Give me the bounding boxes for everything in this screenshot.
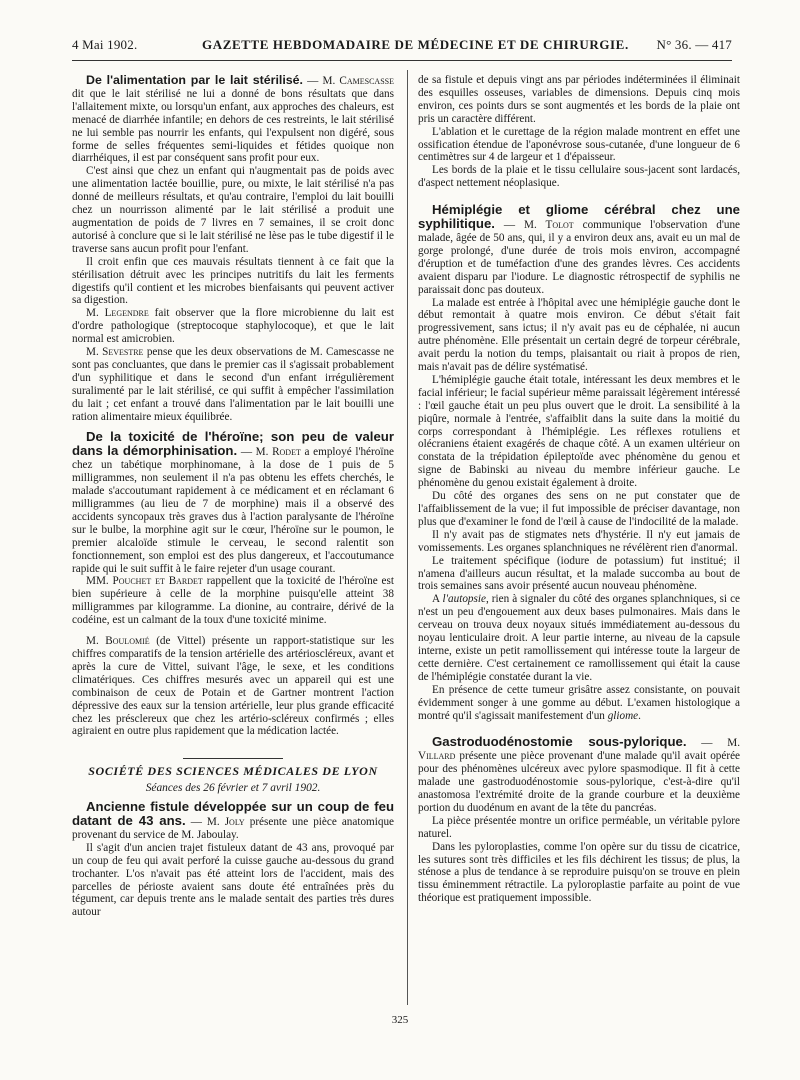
section-heading: Gastroduodénostomie sous-pylorique. [432,734,687,750]
session-date: Séances des 26 février et 7 avril 1902. [145,782,321,795]
paragraph: Il croit enfin que ces mauvais résultats tiennent à ce fait que la stérilisation détruit avec les principes nutritifs du lait les ferments digestifs qu'il contient et les microbes bienfaisants qui peuvent activer sa digestion. [72,255,394,307]
paragraph [418,204,740,296]
left-column [72,74,394,1004]
paragraph-text: . [638,709,641,722]
paragraph [72,307,394,346]
journal-title: GAZETTE HEBDOMADAIRE DE MÉDECINE ET DE CHIRURGIE. [202,37,629,52]
paragraph-text: fait observer que la flore microbienne du lait est d'ordre pathologique (streptocoque staphylocoque), et que le lait normal est amicrobien. [72,307,394,346]
author-name: — M. Rodet [240,446,301,459]
right-column [418,74,740,1004]
header-rule [72,60,732,61]
author-name: — M. Villard [418,737,740,763]
society-heading: SOCIÉTÉ DES SCIENCES MÉDICALES DE LYON [88,764,378,779]
paragraph: Il n'y avait pas de stigmates nets d'hystérie. Il n'y eut jamais de vomissements. Les organes splanchniques ne révélèrent rien d'anormal. [418,528,740,554]
paragraph: L'ablation et le curettage de la région malade montrent en effet une ossification étendue de l'aponévrose sous-cutanée, d'une longueur de 6 centimètres sur 4 de largeur et 1 d'épaisseur. [418,125,740,164]
paragraph-text: , rien à signaler du côté des organes splanchniques, si ce n'est un peu d'engouement aux deux bases pulmonaires. Mais dans le cerveau on trouva deux noyaux situés immédiatement au-dessous du noyau lenticulaire droit. A leur partie interne, au niveau de la capsule interne, existe un petit ramollissement qui intéresse toute la largeur de cette dernière. C'est certainement ce ramollissement qui était la cause de l'hémiplégie constatée durant la vie. [418,593,740,683]
paragraph-text: présente une pièce anatomique provenant du service de M. Jaboulay. [72,816,394,841]
emphasis-text: l'autopsie [442,593,486,606]
emphasis-text: gliome [607,709,639,722]
section-heading: De la toxicité de l'héroïne; son peu de valeur dans la démorphinisation. [72,429,394,459]
folio-number: 325 [391,1014,409,1026]
paragraph-text: rappellent que la toxicité de l'héroïne est bien supérieure à celle de la morphine puisqu'elle atteint 38 milligrammes par kilogramme. La dionine, au contraire, dérivé de la codéine, est un calmant de la toux d'une toxicité minime. [72,575,394,627]
column-divider [407,70,408,1005]
author-name: M. Legendre [86,307,149,320]
paragraph: Il s'agit d'un ancien trajet fistuleux datant de 43 ans, provoqué par un coup de feu qui avait perforé la cuisse gauche au-dessous du grand trochanter. L'os n'avait pas été atteint lors de l'accident, mais des parcelles de périoste avaient sans doute été entraînées près du tégument, car depuis trente ans le malade sentait des parties très dures autour [72,841,394,919]
section-heading: Hémiplégie et gliome cérébral chez une syphilitique. [418,202,740,232]
running-header [72,37,732,57]
author-name: — M. Tolot [503,219,574,232]
paragraph: Les bords de la plaie et le tissu cellulaire sous-jacent sont lardacés, d'aspect nettement néoplasique. [418,164,740,190]
paragraph [72,346,394,423]
paragraph-text: pense que les deux observations de M. Camescasse ne sont pas concluantes, que dans le premier cas il s'agissait probablement d'un syphilitique et dans le second d'un enfant irrégulièrement suralimenté par le lait stérilisé, ce qui suffit à empêcher l'assimilation du lait ; cet enfant a trouvé dans l'alimentation par le lait bouilli une ration alimentaire mieux équilibrée. [72,346,394,423]
paragraph-text: dit que le lait stérilisé ne lui a donné de bons résultats que dans l'allaitement mixte, ou lorsqu'un enfant, aux approches des chaleurs, est menacé de diarrhée infantile; en dehors de ces restreints, le lait stérilisé ne lui semble pas nourrir les enfants, qui l'expulsent non digéré, sous forme de selles fréquentes semi-liquides et fétides quoique non diarrhéiques, il est par conséquent sans profit pour eux. [72,87,394,165]
paragraph [72,431,394,575]
paragraph-text: En présence de cette tumeur grisâtre assez consistante, on pouvait évidemment songer à une gomme au début. L'examen histologique a montré qu'il s'agissait manifestement d'un [418,683,740,722]
paragraph: L'hémiplégie gauche était totale, intéressant les deux membres et le facial inférieur; le facial supérieur même paraissait légèrement intéressé : l'œil gauche était un peu plus ouvert que le droit. La sensibilité à la piqûre, normale à l'entrée, s'affaiblit dans la suite dans la moitié du corps correspondant à l'hémiplégie. Les réflexes rotuliens et olécraniens étaient exagérés de chaque côté. A un examen ultérieur on constata de la trépidation épileptoïde avec phénomène du genou et signe de Babinski au niveau du membre inférieur gauche. Le phénomène du genou existait également à droite. [418,373,740,490]
paragraph: de sa fistule et depuis vingt ans par périodes indéterminées il éliminait des esquilles osseuses, variables de dimensions. Depuis cinq mois environ, ces points durs se sont augmentés et les bords de la plaie ont pris un caractère différent. [418,74,740,125]
paragraph [72,635,394,738]
paragraph-text: (de Vittel) présente un rapport-statistique sur les chiffres comparatifs de la tension artérielle des artérioscléreux, avant et après la cure de Vittel, suivant l'âge, le sexe, et les conditions climatériques. Ces chiffres mesurés avec un appareil qui est une combinaison de ceux de Potain et de Gartner montrent l'action dépressive des eaux sur la tension artérielle, leur plus grande efficacité chez les présclereux que chez les artério-scléreux confirmés ; elles agiraient en outre plus rapidement que la médication lactée. [72,635,394,738]
paragraph-text: présente une pièce provenant d'une malade qu'il avait opérée pour des phénomènes ulcéreux avec pylore spasmodique. Il fit à cette malade une gastroduodénostomie sous-pylorique, c'est-à-dire qu'il anastomosa l'extrémité droite de la grande courbure et la deuxième portion du duodénum en avant de la tête du pancréas. [418,750,740,814]
author-name: M. Boulomié [86,635,150,648]
paragraph-text: communique l'observation d'une malade, âgée de 50 ans, qui, il y a environ deux ans, avait eu un mal de gorge prolongé, d'une durée de trois mois environ, accompagné d'éruption et de tuméfaction d'une des grandes lèvres. Ces accidents avaient disparu par l'iodure. Le diagnostic rétrospectif de syphilis ne paraissait donc pas douteux. [418,219,740,296]
section-divider [183,758,283,759]
author-name: — M. Joly [190,816,245,829]
author-name: — M. Camescasse [307,75,394,87]
header-date: 4 Mai 1902. [72,37,138,52]
paragraph [72,74,394,165]
issue-page-number: N° 36. — 417 [656,37,732,52]
paragraph: La malade est entrée à l'hôpital avec une hémiplégie gauche dont le début remontait à quatre mois environ. Ce début s'était fait progressivement, sans ictus; il n'y avait pas eu de céphalée, ni aucun autre phénomène. Elle présentait un certain degré de torpeur cérébrale, avait perdu la notion du temps, plaisantait ou riait à propos de rien, mais n'avait pas de délire systématisé. [418,296,740,374]
section-heading: De l'alimentation par le lait stérilisé. [86,74,304,87]
paragraph: Dans les pyloroplasties, comme l'on opère sur du tissu de cicatrice, les sutures sont très difficiles et les fils déchirent les tissus; de plus, la sténose a plus de tendance à se reproduire puisqu'on se trouve en plein tissu éminemment rétractile. La pyloroplastie parfaite au point de vue théorique est pratiquement impossible. [418,840,740,905]
section-heading: Ancienne fistule développée sur un coup de feu datant de 43 ans. [72,799,394,829]
paragraph [418,736,740,814]
paragraph [418,593,740,683]
author-name: MM. Pouchet et Bardet [86,575,203,588]
paragraph [72,575,394,627]
paragraph-text: A [432,593,440,606]
paragraph: C'est ainsi que chez un enfant qui n'augmentait pas de poids avec une alimentation lactée bouillie, pure, ou mixte, le lait stérilisé n'a pas donné de meilleurs résultats, et qu'au contraire, l'emploi du lait bouilli chez un nourrisson alimenté par le lait stérilisé a produit une augmentation de poids de 7 livres en 7 semaines, il se croit donc autorisé à conclure que si le lait stérilisé ne lèse pas le tube digestif il le traverse sans aucun profit pour l'enfant. [72,165,394,255]
paragraph [72,801,394,842]
author-name: M. Sevestre [86,346,144,359]
paragraph: Du côté des organes des sens on ne put constater que de l'affaiblissement de la vue; il fut impossible de préciser davantage, non plus que d'examiner le fond de l'œil à cause de l'indocilité de la malade. [418,490,740,528]
paragraph-text: a employé l'héroïne chez un tabétique morphinomane, à la dose de 1 puis de 5 milligrammes, non seulement il n'a pas obtenu les effets cherchés, le malade s'accoutumant rapidement à ce médicament et en réclamant 6 milligrammes (au lieu de 7 de morphine) mais il a observé des accidents syncopaux très graves dus à l'action paralysante de l'héroïne sur le bulbe, la morphine agit sur le cœur, l'héroïne sur le poumon, le premier alcaloïde stimule le cerveau, le second ralentit son fonctionnement, son emploi est des plus dangereux, et l'accoutumance rapide qui le suit suffit à le faire rejeter d'un usage courant. [72,446,394,575]
paragraph: Le traitement spécifique (iodure de potassium) fut institué; il n'amena d'ailleurs aucun résultat, et la malade succomba au bout de trois semaines sans avoir présenté aucun nouveau phénomène. [418,554,740,593]
paragraph: La pièce présentée montre un orifice perméable, un véritable pylore naturel. [418,814,740,840]
paragraph [418,684,740,723]
